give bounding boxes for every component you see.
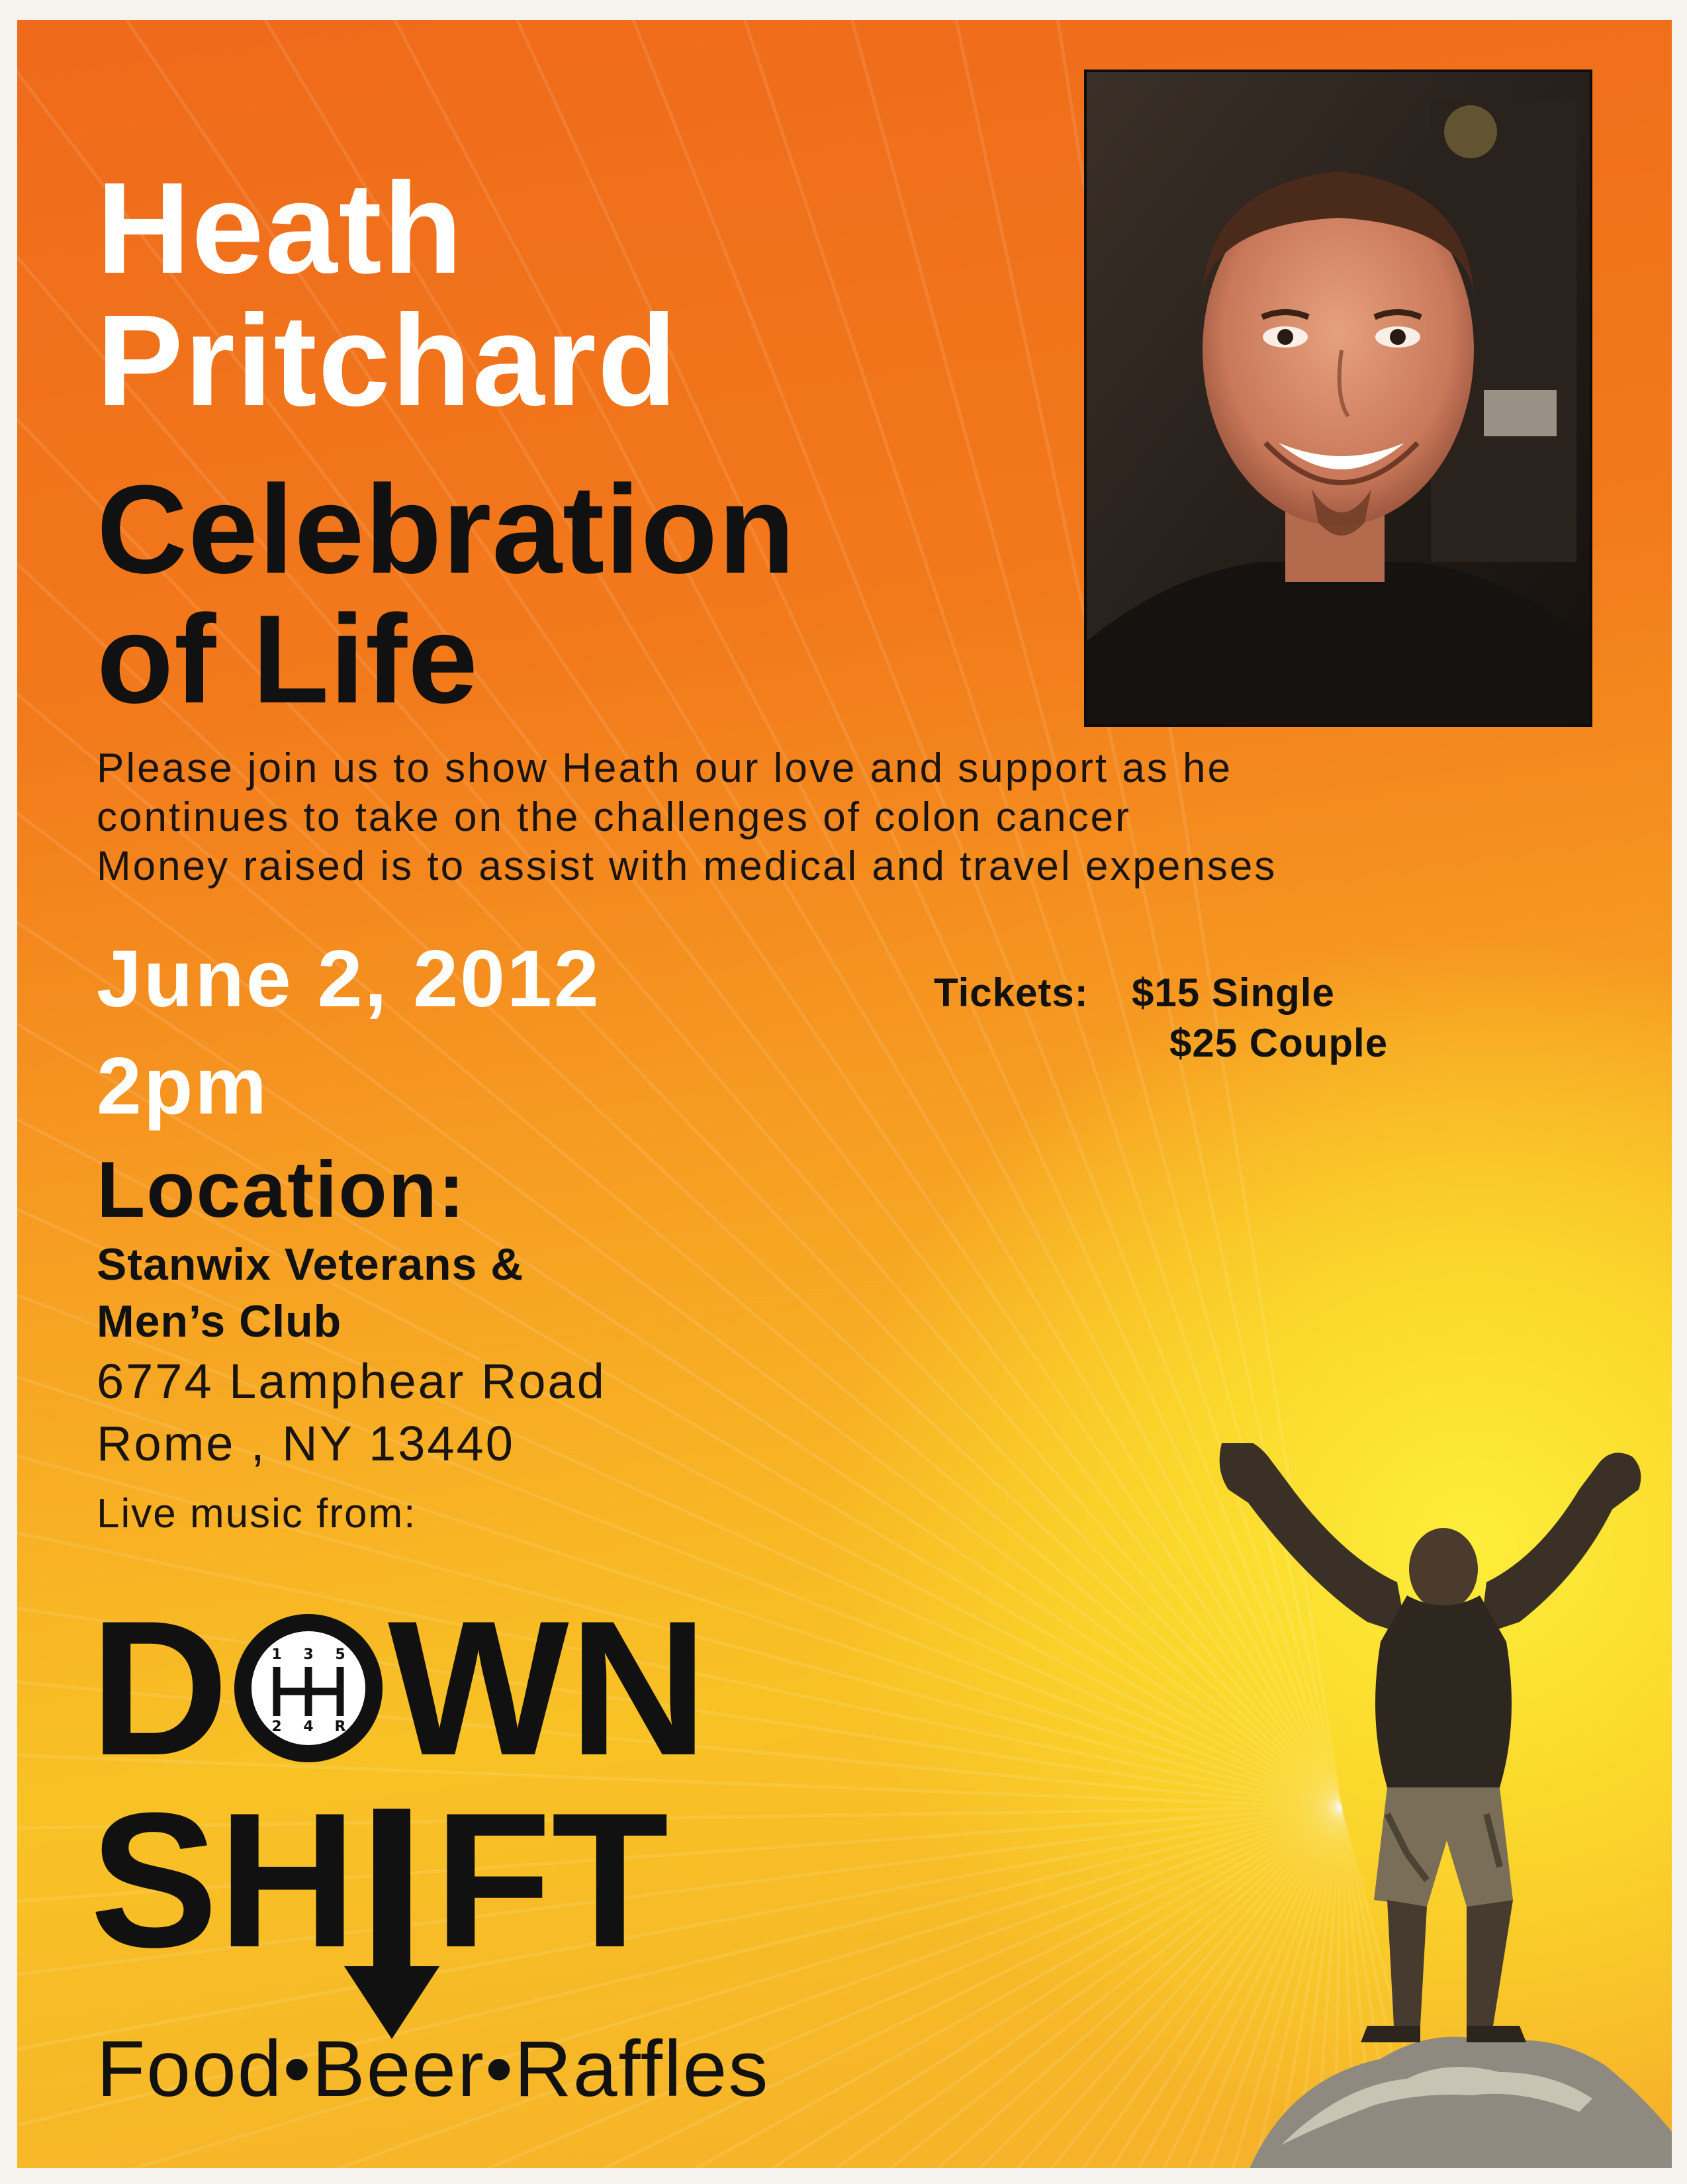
ticket-prices bbox=[934, 968, 1388, 1068]
event-date: June 2, 2012 bbox=[97, 933, 601, 1023]
intro-line: continues to take on the challenges of colon cancer bbox=[97, 794, 1131, 840]
footer-raffles: Raffles bbox=[514, 2024, 770, 2113]
venue-name bbox=[97, 1236, 524, 1350]
venue-line-1: Stanwix Veterans & bbox=[97, 1239, 524, 1290]
intro-line: Please join us to show Heath our love and support as he bbox=[97, 745, 1232, 791]
gear-label: 2 bbox=[271, 1719, 282, 1735]
intro-text bbox=[97, 744, 1606, 891]
footer-food: Food bbox=[97, 2024, 283, 2113]
logo-letter-d: D bbox=[90, 1589, 229, 1795]
logo-letters-wn: WN bbox=[388, 1589, 708, 1795]
ticket-single: $15 Single bbox=[1132, 971, 1335, 1015]
first-name: Heath bbox=[97, 156, 464, 301]
gear-shift-icon bbox=[234, 1614, 383, 1762]
flyer bbox=[17, 20, 1672, 2168]
gear-label: R bbox=[334, 1719, 346, 1735]
gear-label: 4 bbox=[303, 1719, 314, 1735]
triumphant-man-on-rock-illustration bbox=[1208, 1443, 1672, 2168]
portrait-photo bbox=[1084, 70, 1592, 727]
headline-event bbox=[97, 459, 796, 730]
logo-letters-ft: FT bbox=[434, 1773, 669, 1987]
down-arrow-icon bbox=[344, 1809, 439, 2039]
event-time: 2pm bbox=[97, 1041, 269, 1131]
amenities-footer bbox=[97, 2022, 769, 2115]
address bbox=[97, 1351, 606, 1475]
live-music-label: Live music from: bbox=[97, 1491, 417, 1537]
location-label: Location: bbox=[97, 1145, 466, 1234]
bullet: • bbox=[485, 2024, 515, 2113]
tickets-label: Tickets: bbox=[934, 971, 1089, 1015]
gear-label: 1 bbox=[271, 1646, 282, 1663]
downshift-band-logo bbox=[90, 1589, 884, 2065]
intro-line: Money raised is to assist with medical and travel expenses bbox=[97, 843, 1277, 889]
headline-name bbox=[97, 156, 678, 433]
bullet: • bbox=[283, 2024, 312, 2113]
gear-label: 5 bbox=[335, 1646, 345, 1663]
last-name: Pritchard bbox=[97, 288, 678, 433]
venue-line-2: Men’s Club bbox=[97, 1296, 342, 1347]
footer-beer: Beer bbox=[312, 2024, 486, 2113]
event-line-1: Celebration bbox=[97, 459, 796, 600]
portrait-illustration bbox=[1087, 72, 1590, 724]
event-line-2: of Life bbox=[97, 589, 479, 730]
ticket-couple: $25 Couple bbox=[1169, 1021, 1389, 1065]
logo-letters-sh: SH bbox=[90, 1773, 357, 1987]
city-state-zip: Rome , NY 13440 bbox=[97, 1416, 515, 1471]
street-address: 6774 Lamphear Road bbox=[97, 1354, 606, 1409]
gear-label: 3 bbox=[303, 1646, 314, 1663]
